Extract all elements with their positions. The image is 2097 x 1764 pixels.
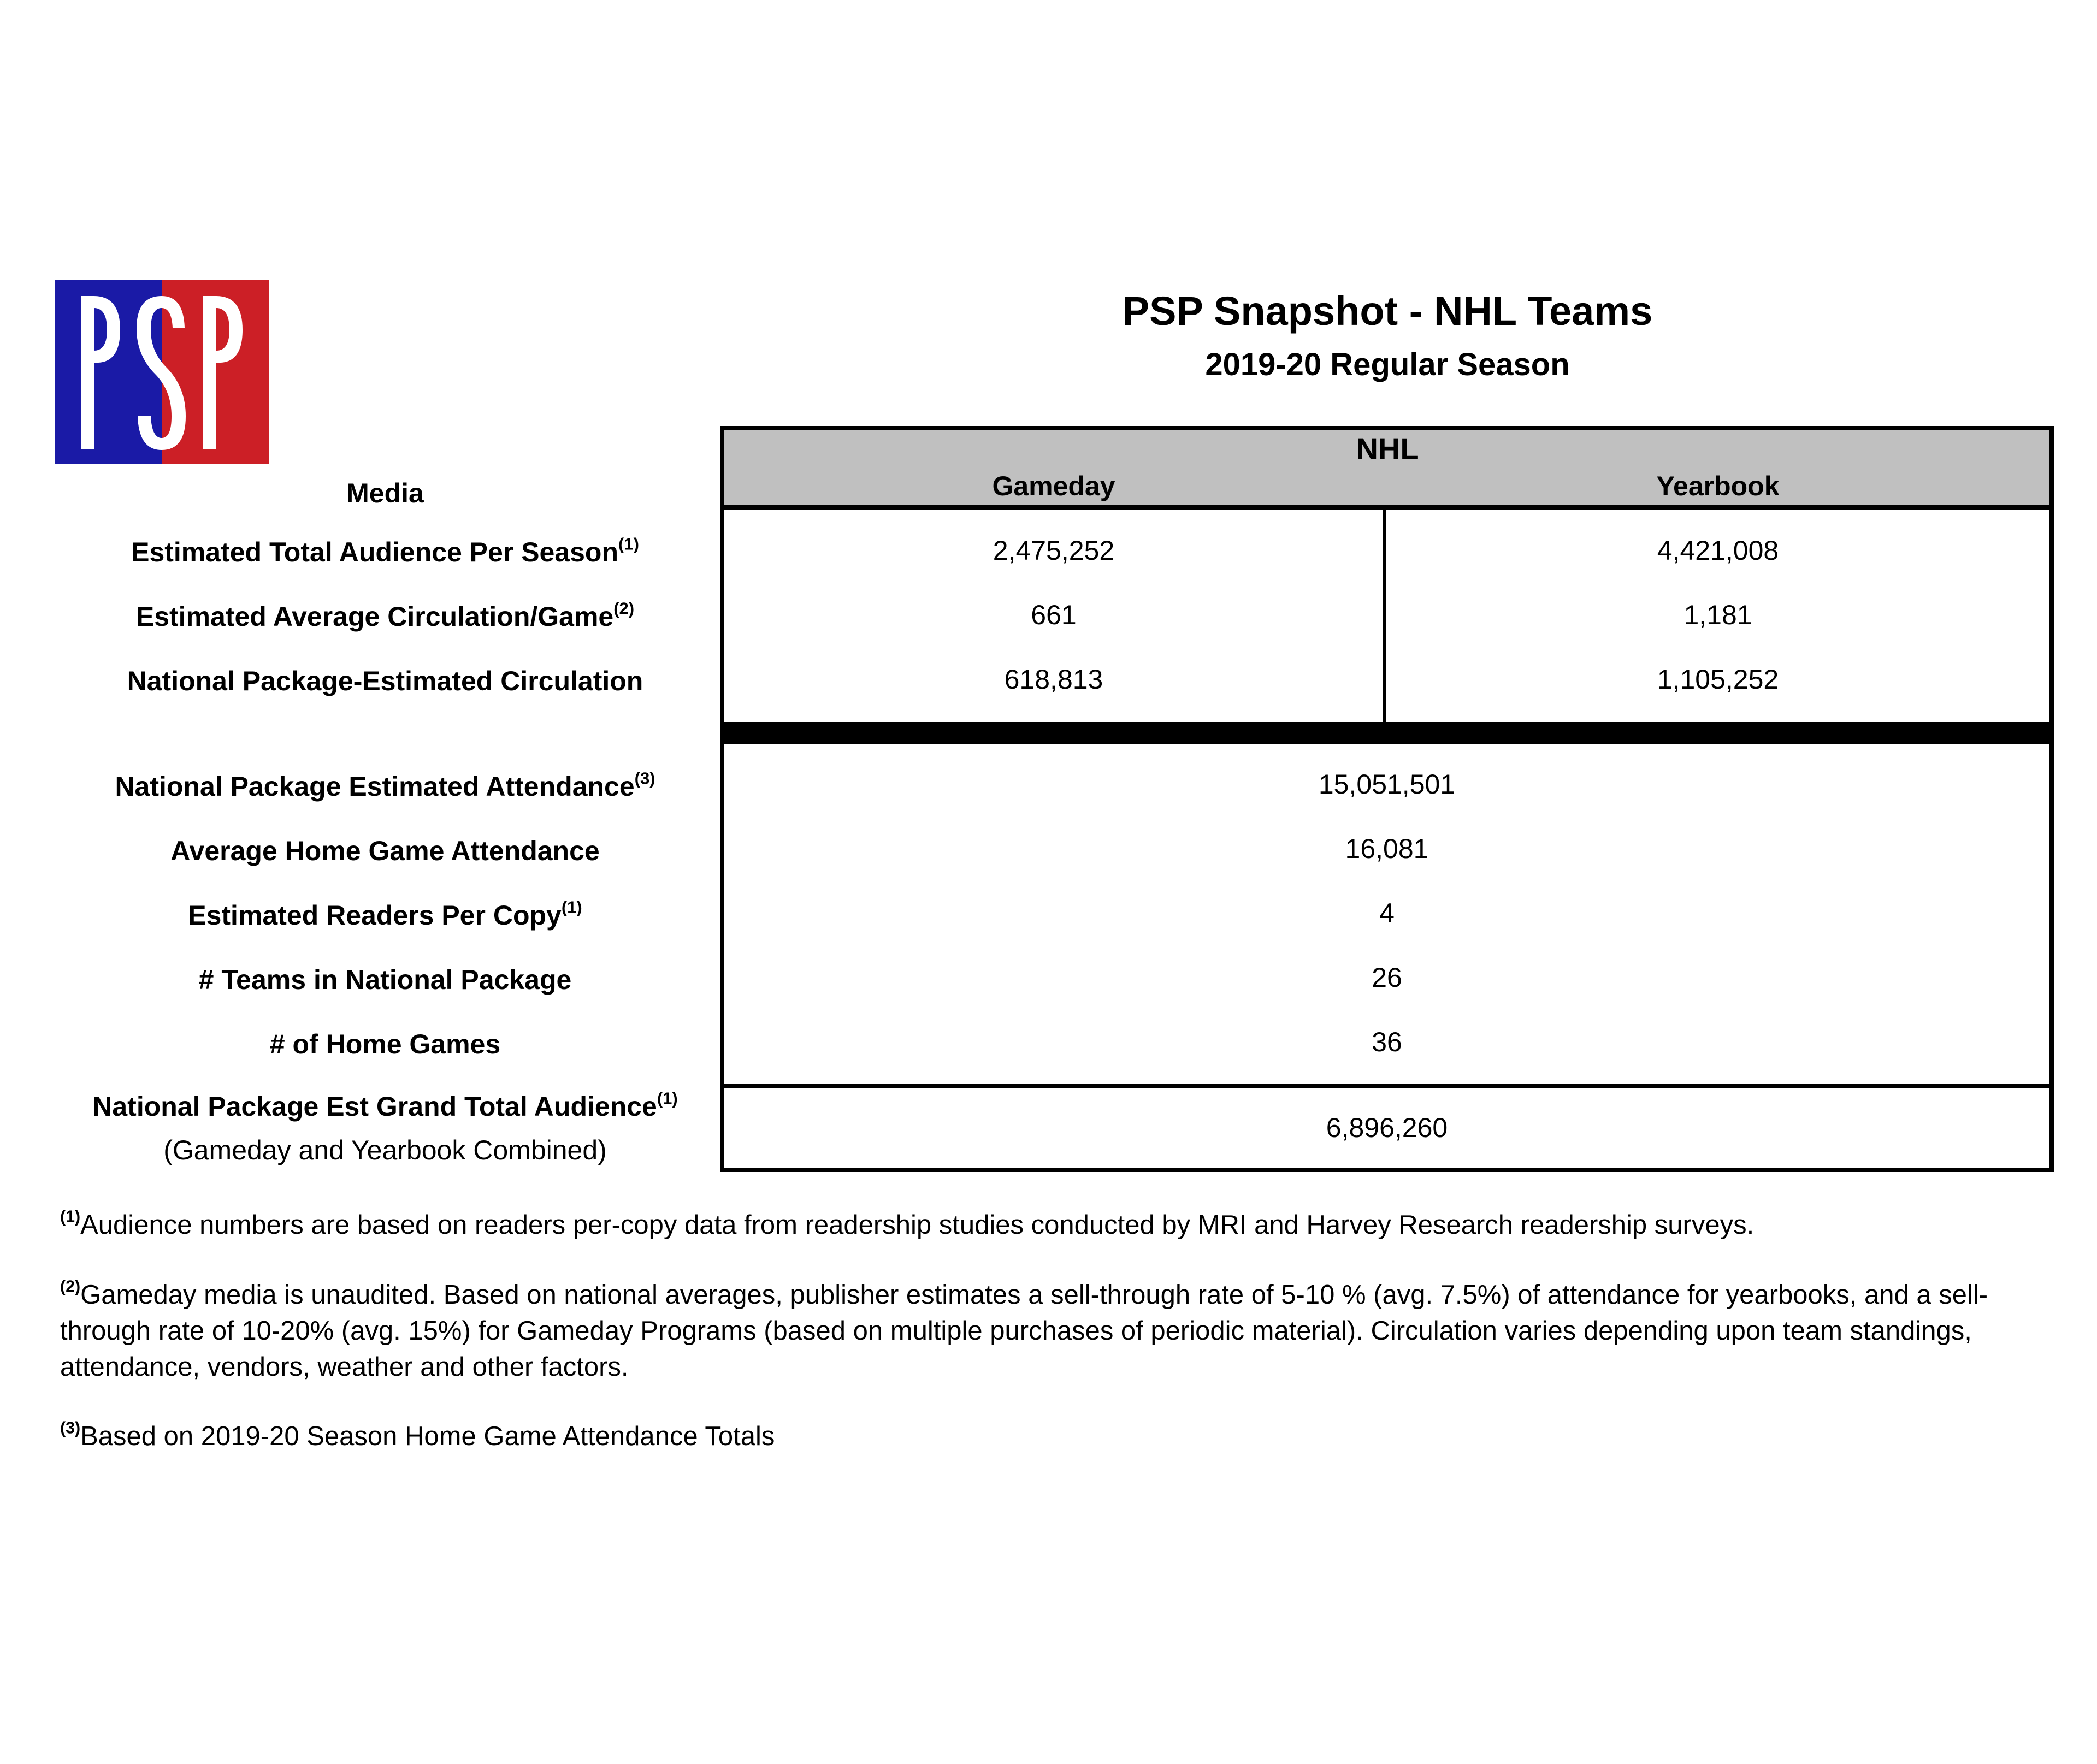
row-label: # of Home Games <box>269 1029 501 1059</box>
cell-gameday: 661 <box>1031 600 1077 630</box>
footnote-2: $^{(2)}$Gameday media is unaudited. Based on national averages, publisher estimates a sell-through rate of 5-10 % (avg. 7.5%) of attendance for yearbooks, and a sell-through rate of 10-20% (avg. 15%) for Gameday Programs (based on multiple purchases of periodic material). Circulation varies depending upon team standings, attendance, vendors, weather and other factors. <box>60 1277 1988 1382</box>
grand-total-label: National Package Est Grand Total Audience$^{(1)}$ <box>92 1088 678 1122</box>
media-label: Media <box>346 478 424 508</box>
row-label: Estimated Total Audience Per Season$^{(1)}$ <box>131 534 639 567</box>
cell-yearbook: 1,105,252 <box>1657 664 1779 695</box>
row-label: National Package-Estimated Circulation <box>127 666 643 696</box>
group-header-nhl: NHL <box>1356 431 1419 466</box>
cell-gameday: 618,813 <box>1004 664 1103 695</box>
row-label: National Package Estimated Attendance$^{(3)}$ <box>115 768 655 802</box>
column-header-gameday: Gameday <box>992 471 1115 501</box>
row-label: Average Home Game Attendance <box>170 836 600 866</box>
page-subtitle: 2019-20 Regular Season <box>1205 347 1570 382</box>
cell-combined: 15,051,501 <box>1318 769 1456 800</box>
cell-grand-total: 6,896,260 <box>1326 1112 1448 1143</box>
row-label: # Teams in National Package <box>198 964 572 995</box>
cell-gameday: 2,475,252 <box>993 535 1115 566</box>
row-label: Estimated Readers Per Copy$^{(1)}$ <box>188 897 582 931</box>
row-label: Estimated Average Circulation/Game$^{(2)}$ <box>135 599 635 632</box>
cell-combined: 4 <box>1379 898 1395 928</box>
psp-logo <box>55 280 269 464</box>
grand-total-sublabel: (Gameday and Yearbook Combined) <box>163 1135 607 1165</box>
page-title: PSP Snapshot - NHL Teams <box>1122 288 1653 334</box>
cell-combined: 16,081 <box>1345 833 1429 864</box>
column-header-yearbook: Yearbook <box>1656 471 1780 501</box>
cell-yearbook: 4,421,008 <box>1657 535 1779 566</box>
footnote-1: $^{(1)}$Audience numbers are based on readers per-copy data from readership studies conducted by MRI and Harvey Research readership surveys. <box>60 1207 1755 1240</box>
cell-combined: 36 <box>1372 1027 1402 1057</box>
cell-combined: 26 <box>1372 962 1402 993</box>
footnote-3: $^{(3)}$Based on 2019-20 Season Home Game Attendance Totals <box>60 1418 775 1451</box>
cell-yearbook: 1,181 <box>1683 600 1752 630</box>
